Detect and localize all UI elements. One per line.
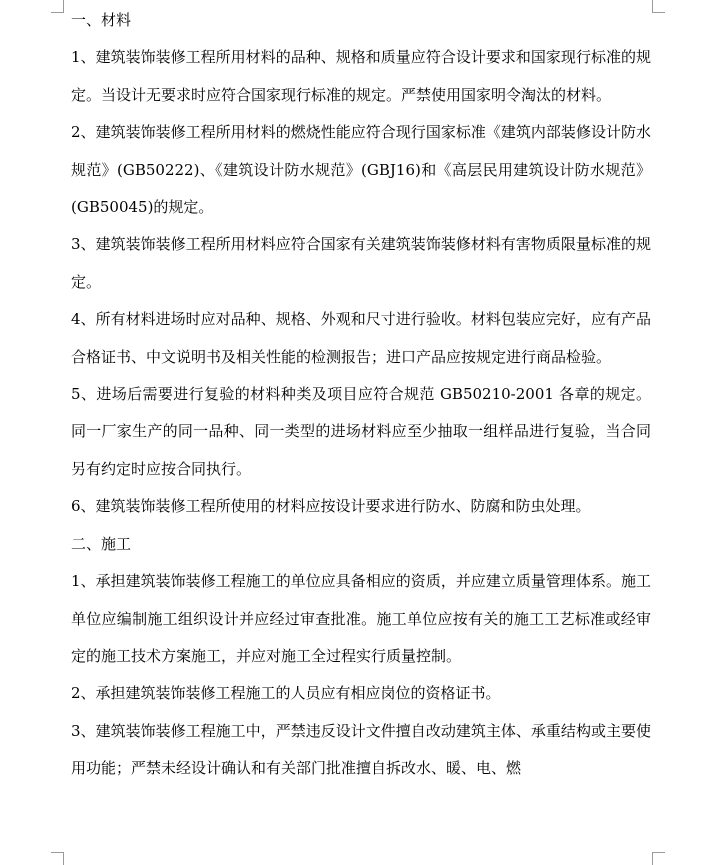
margin-corner-mark-bottom-right <box>652 852 665 865</box>
construction-paragraph-1: 1、承担建筑装饰装修工程施工的单位应具备相应的资质，并应建立质量管理体系。施工单位应编制施工组织设计并应经过审查批准。施工单位应按有关的施工工艺标准或经审定的施工技术方案施工，并应对施工全过程实行质量控制。 <box>71 572 651 665</box>
materials-paragraph-5: 5、进场后需要进行复验的材料种类及项目应符合规范 GB50210-2001 各章的规定。同一厂家生产的同一品种、同一类型的进场材料应至少抽取一组样品进行复验，当合同另有约定时应按合同执行。 <box>71 385 651 478</box>
document-body <box>71 2 651 788</box>
section-heading-construction: 二、施工 <box>71 534 132 553</box>
construction-paragraph-3: 3、建筑装饰装修工程施工中，严禁违反设计文件擅自改动建筑主体、承重结构或主要使用功能；严禁未经设计确认和有关部门批准擅自拆改水、暖、电、燃 <box>71 721 651 778</box>
materials-paragraph-1: 1、建筑装饰装修工程所用材料的品种、规格和质量应符合设计要求和国家现行标准的规定。当设计无要求时应符合国家现行标准的规定。严禁使用国家明令淘汰的材料。 <box>71 48 651 104</box>
margin-corner-mark-top-right <box>652 0 665 13</box>
margin-corner-mark-bottom-left <box>51 852 64 865</box>
construction-paragraph-2: 2、承担建筑装饰装修工程施工的人员应有相应岗位的资格证书。 <box>71 684 501 703</box>
margin-corner-mark-top-left <box>51 0 64 13</box>
materials-paragraph-6: 6、建筑装饰装修工程所使用的材料应按设计要求进行防水、防腐和防虫处理。 <box>71 497 591 516</box>
materials-paragraph-4: 4、所有材料进场时应对品种、规格、外观和尺寸进行验收。材料包装应完好，应有产品合格证书、中文说明书及相关性能的检测报告；进口产品应按规定进行商品检验。 <box>71 310 651 366</box>
materials-paragraph-3: 3、建筑装饰装修工程所用材料应符合国家有关建筑装饰装修材料有害物质限量标准的规定。 <box>71 235 651 291</box>
materials-paragraph-2: 2、建筑装饰装修工程所用材料的燃烧性能应符合现行国家标准《建筑内部装修设计防水规范》(GB50222)、《建筑设计防水规范》(GBJ16)和《高层民用建筑设计防水规范》(GB50045)的规定。 <box>71 123 651 217</box>
section-heading-materials: 一、材料 <box>71 11 132 29</box>
